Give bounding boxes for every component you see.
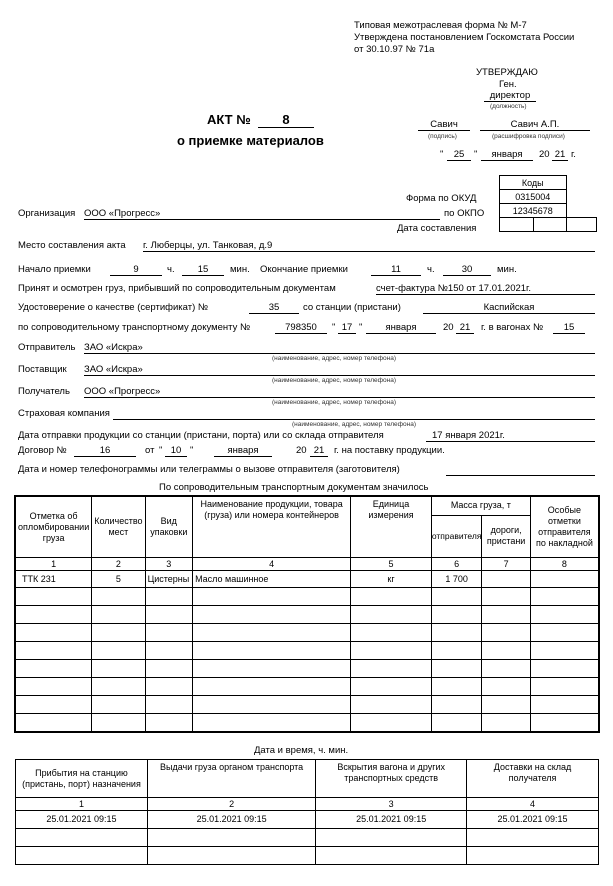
date-code-cell-2 <box>533 218 566 232</box>
approval-date-day: 25 <box>447 149 471 161</box>
col-num: 3 <box>316 798 467 811</box>
sender-value: ЗАО «Искра» <box>84 342 595 354</box>
place-label: Место составления акта <box>18 240 126 251</box>
approval-decoding: Савич А.П. <box>480 119 590 131</box>
codes-table <box>499 175 597 232</box>
end-min: 30 <box>443 264 491 276</box>
col-num: 6 <box>431 558 482 571</box>
td-quote-close: " <box>359 322 363 333</box>
supplier-label: Поставщик <box>18 364 67 375</box>
th-places: Количество мест <box>92 497 145 558</box>
th-unit: Единица измерения <box>351 497 432 558</box>
end-label: Окончание приемки <box>260 264 348 275</box>
col-num: 7 <box>482 558 530 571</box>
contract-day: 10 <box>165 445 187 457</box>
act-label: АКТ № <box>207 112 251 127</box>
col-num: 4 <box>467 798 599 811</box>
okpo-value: 12345678 <box>500 204 567 218</box>
th-seal: Отметка об опломбировании груза <box>16 497 92 558</box>
c-quote-close: " <box>190 445 194 456</box>
table-row <box>16 606 599 624</box>
signature-caption: (подпись) <box>428 133 457 140</box>
th-packing: Вид упаковки <box>145 497 193 558</box>
table-row <box>16 571 599 588</box>
quote-open: " <box>440 149 444 160</box>
quote-close: " <box>474 149 478 160</box>
start-min-label: мин. <box>230 264 250 275</box>
table-row <box>16 811 599 829</box>
supplier-caption: (наименование, адрес, номер телефона) <box>272 377 396 384</box>
cert-value: 35 <box>249 302 299 314</box>
goods-table <box>15 496 599 732</box>
date-code-cell-3 <box>566 218 596 232</box>
accepted-value: счет-фактура №150 от 17.01.2021г. <box>376 283 595 295</box>
act-number: 8 <box>258 112 314 128</box>
cell-mass-sender: 1 700 <box>431 571 482 588</box>
td-quote-open: " <box>332 322 336 333</box>
dates-table <box>15 759 599 865</box>
date-code-cell-1 <box>500 218 534 232</box>
sender-label: Отправитель <box>18 342 76 353</box>
table1-caption: По сопроводительным транспортным документам значилось <box>159 482 429 493</box>
table-row <box>16 714 599 732</box>
receiver-value: ООО «Прогресс» <box>84 386 595 398</box>
station-label: со станции (пристани) <box>303 302 401 313</box>
decoding-caption: (расшифровка подписи) <box>492 133 565 140</box>
supplier-value: ЗАО «Искра» <box>84 364 595 376</box>
table-row <box>16 660 599 678</box>
cell-name: Масло машинное <box>193 571 351 588</box>
approval-date-year: 21 <box>552 149 568 161</box>
c-quote-open: " <box>159 445 163 456</box>
col-num: 4 <box>193 558 351 571</box>
receiver-label: Получатель <box>18 386 70 397</box>
insurance-label: Страховая компания <box>18 408 110 419</box>
approval-date-suffix: г. <box>571 149 576 160</box>
col-num: 3 <box>145 558 193 571</box>
approval-title: УТВЕРЖДАЮ <box>476 67 538 78</box>
cell-notes <box>530 571 598 588</box>
insurance-value <box>113 408 595 420</box>
table-row <box>16 696 599 714</box>
th-mass-road: дороги, пристани <box>482 515 530 557</box>
telegram-label: Дата и номер телефонограммы или телеграммы о вызове отправителя (заготовителя) <box>18 464 400 475</box>
approval-date-month: января <box>481 149 533 161</box>
cell-places: 5 <box>92 571 145 588</box>
th-arrival: Прибытия на станцию (пристань, порт) назначения <box>16 760 148 798</box>
end-hour: 11 <box>371 264 421 276</box>
transport-doc-year: 21 <box>456 322 474 334</box>
col-num: 5 <box>351 558 432 571</box>
col-num: 2 <box>92 558 145 571</box>
cell-packing: Цистерны <box>145 571 193 588</box>
act-subtitle: о приемке материалов <box>177 133 324 148</box>
start-hour: 9 <box>110 264 162 276</box>
insurance-caption: (наименование, адрес, номер телефона) <box>292 421 416 428</box>
col-num: 2 <box>147 798 315 811</box>
receiver-caption: (наименование, адрес, номер телефона) <box>272 399 396 406</box>
cell-delivery: 25.01.2021 09:15 <box>467 811 599 829</box>
contract-from: от <box>145 445 155 456</box>
approval-position-1: Ген. <box>499 79 517 90</box>
okud-value: 0315004 <box>500 190 567 204</box>
th-name: Наименование продукции, товара (груза) или номера контейнеров <box>193 497 351 558</box>
contract-number: 16 <box>74 445 136 457</box>
wagons-value: 15 <box>553 322 585 334</box>
approval-signature: Савич <box>418 119 470 131</box>
transport-doc-month: января <box>366 322 436 334</box>
table-row <box>16 829 599 847</box>
transport-doc-number: 798350 <box>275 322 327 334</box>
th-mass-sender: отправителя <box>431 515 482 557</box>
th-opening: Вскрытия вагона и других транспортных средств <box>316 760 467 798</box>
end-h-label: ч. <box>427 264 435 275</box>
cell-issue: 25.01.2021 09:15 <box>147 811 315 829</box>
start-h-label: ч. <box>167 264 175 275</box>
sender-caption: (наименование, адрес, номер телефона) <box>272 355 396 362</box>
th-mass: Масса груза, т <box>431 497 530 516</box>
col-num: 1 <box>16 558 92 571</box>
cell-arrival: 25.01.2021 09:15 <box>16 811 148 829</box>
end-min-label: мин. <box>497 264 517 275</box>
contract-month: января <box>214 445 272 457</box>
start-label: Начало приемки <box>18 264 91 275</box>
cell-mass-road <box>482 571 530 588</box>
date-label: Дата составления <box>397 223 477 234</box>
table-row <box>16 847 599 865</box>
cell-opening: 25.01.2021 09:15 <box>316 811 467 829</box>
station-value: Каспийская <box>423 302 595 314</box>
wagons-label: г. в вагонах № <box>481 322 544 333</box>
organization-label: Организация <box>18 208 76 219</box>
th-issue: Выдачи груза органом транспорта <box>147 760 315 798</box>
th-delivery: Доставки на склад получателя <box>467 760 599 798</box>
table-row <box>16 624 599 642</box>
codes-header: Коды <box>500 176 567 190</box>
table-row <box>16 642 599 660</box>
col-num: 1 <box>16 798 148 811</box>
start-min: 15 <box>182 264 224 276</box>
table2-caption: Дата и время, ч. мин. <box>254 745 349 756</box>
okpo-label: по ОКПО <box>444 208 485 219</box>
cell-seal: ТТК 231 <box>16 571 92 588</box>
form-type-line: Типовая межотраслевая форма № М-7 <box>354 20 527 31</box>
telegram-value <box>446 464 595 476</box>
place-value: г. Люберцы, ул. Танковая, д.9 <box>143 240 595 252</box>
contract-label: Договор № <box>18 445 67 456</box>
dispatch-value: 17 января 2021г. <box>426 430 595 442</box>
cert-label: Удостоверение о качестве (сертификат) № <box>18 302 209 313</box>
transport-doc-day: 17 <box>338 322 356 334</box>
contract-suffix: г. на поставку продукции. <box>334 445 445 456</box>
table-row <box>16 678 599 696</box>
transport-doc-label: по сопроводительному транспортному документу № <box>18 322 251 333</box>
contract-year-prefix: 20 <box>296 445 307 456</box>
th-notes: Особые отметки отправителя по накладной <box>530 497 598 558</box>
contract-year: 21 <box>310 445 328 457</box>
position-caption: (должность) <box>490 103 527 110</box>
table-row <box>16 588 599 606</box>
col-num: 8 <box>530 558 598 571</box>
okud-label: Форма по ОКУД <box>406 193 477 204</box>
form-decree-line: от 30.10.97 № 71а <box>354 44 435 55</box>
approval-position-2: директор <box>484 90 536 102</box>
cell-unit: кг <box>351 571 432 588</box>
accepted-label: Принят и осмотрен груз, прибывший по сопроводительным документам <box>18 283 336 294</box>
transport-doc-year-prefix: 20 <box>443 322 454 333</box>
organization-value: ООО «Прогресс» <box>84 208 440 220</box>
form-approval-line: Утверждена постановлением Госкомстата России <box>354 32 575 43</box>
approval-date-year-prefix: 20 <box>539 149 550 160</box>
dispatch-label: Дата отправки продукции со станции (пристани, порта) или со склада отправителя <box>18 430 384 441</box>
